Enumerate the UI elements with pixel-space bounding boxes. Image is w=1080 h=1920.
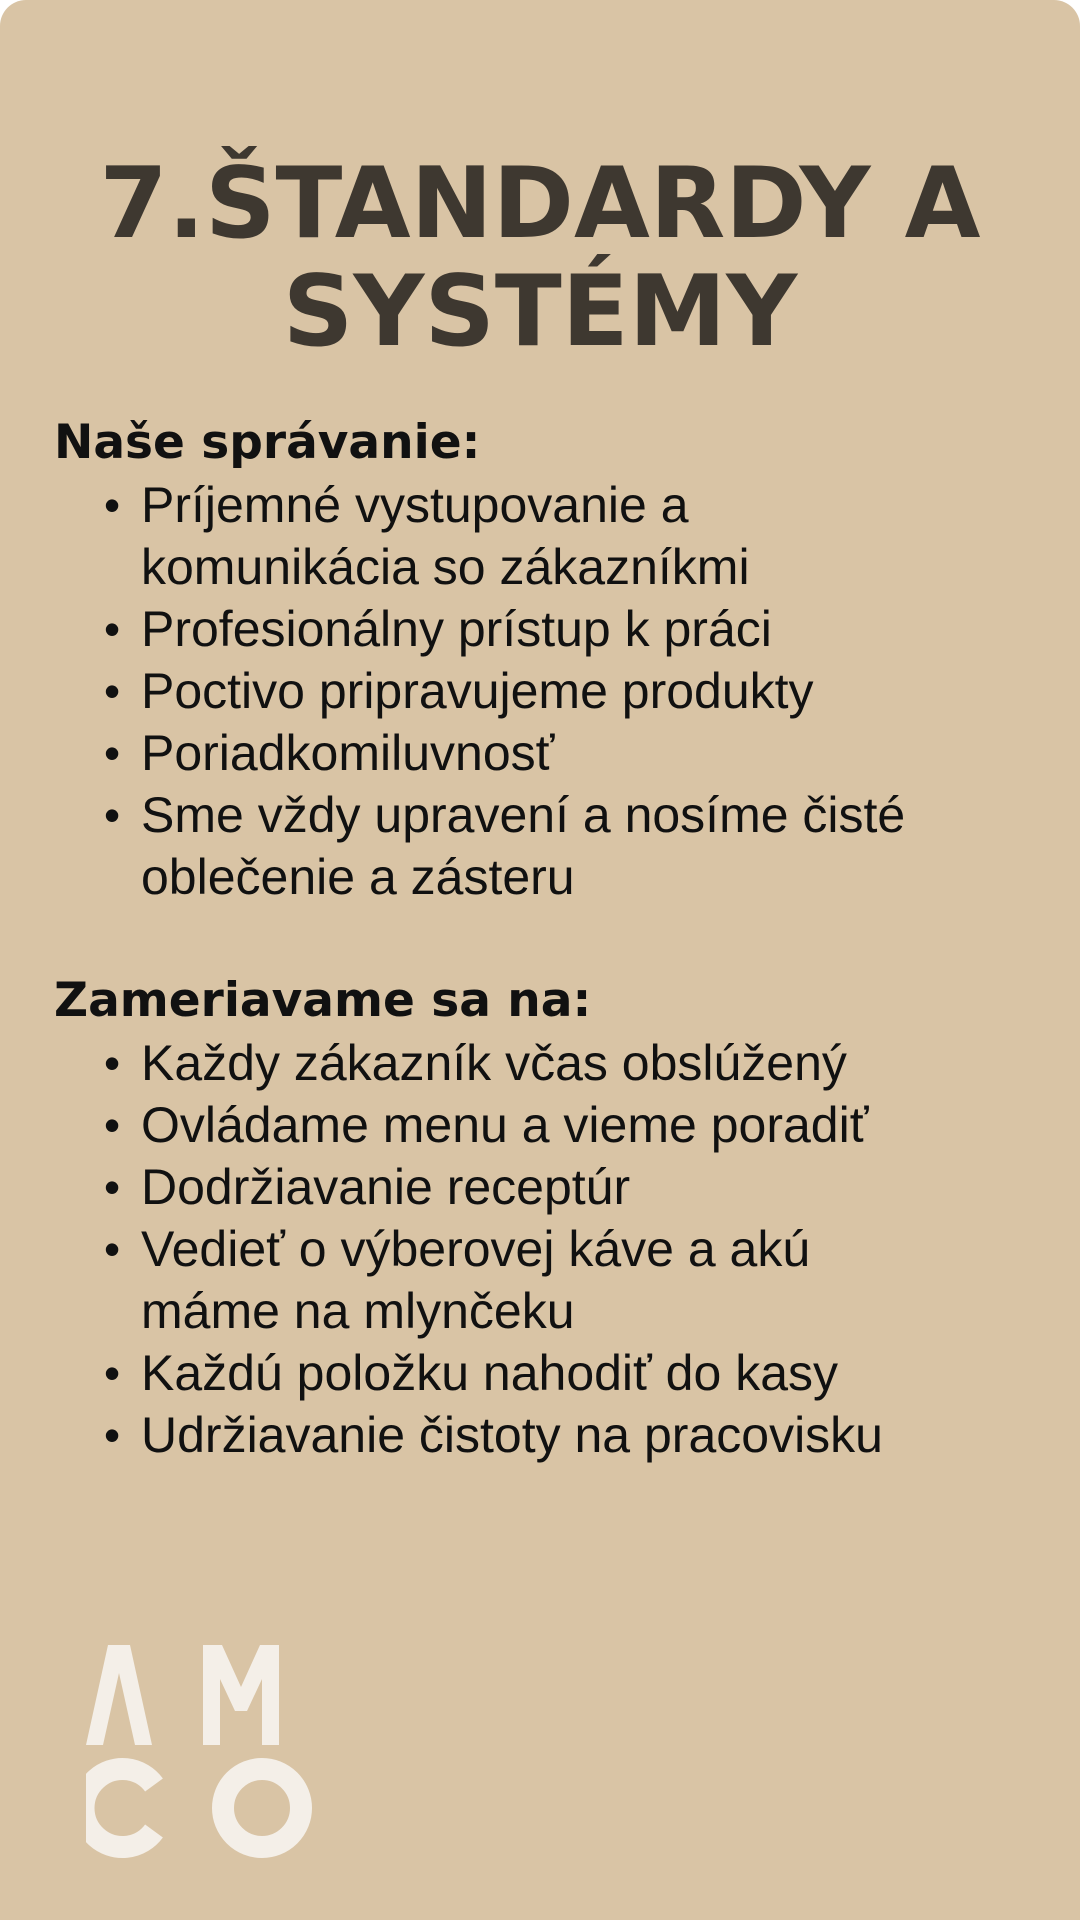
bullet-icon: • — [104, 1099, 121, 1151]
bullet-icon: • — [104, 1409, 121, 1461]
title-line-1: 7.ŠTANDARDY A — [99, 147, 981, 261]
list-item-text: Vedieť o výberovej káve a akú — [141, 1221, 811, 1277]
list-item-text: Profesionálny prístup k práci — [141, 601, 772, 657]
list-item — [54, 1404, 1054, 1466]
list-item — [54, 1218, 1054, 1280]
bullet-icon: • — [104, 727, 121, 779]
bullet-icon: • — [104, 1223, 121, 1275]
list-item — [54, 784, 1054, 846]
list-item-text: máme na mlynčeku — [141, 1283, 575, 1339]
list-item — [54, 474, 1054, 536]
list-item-text: Udržiavanie čistoty na pracovisku — [141, 1407, 883, 1463]
list-item-text: Poctivo pripravujeme produkty — [141, 663, 814, 719]
list-item-text: Dodržiavanie receptúr — [141, 1159, 631, 1215]
list-item — [54, 722, 1054, 784]
bullet-icon: • — [104, 1347, 121, 1399]
list-item — [54, 1156, 1054, 1218]
list-item-continuation — [54, 846, 1054, 908]
bullet-icon: • — [104, 603, 121, 655]
list-item — [54, 1032, 1054, 1094]
list-item — [54, 660, 1054, 722]
bullet-icon: • — [104, 479, 121, 531]
list-item-continuation — [54, 536, 1054, 598]
bullet-icon: • — [104, 665, 121, 717]
list-item — [54, 1094, 1054, 1156]
title-line-2: SYSTÉMY — [282, 255, 798, 369]
list-item-text: Príjemné vystupovanie a — [141, 477, 689, 533]
list-item-continuation — [54, 1280, 1054, 1342]
list-item-text: komunikácia so zákazníkmi — [141, 539, 750, 595]
section-heading: Zameriavame sa na: — [54, 973, 592, 1028]
bullet-icon: • — [104, 1161, 121, 1213]
bullet-list — [54, 1032, 1054, 1466]
page-title — [0, 147, 1080, 369]
list-item — [54, 1342, 1054, 1404]
list-item-text: Každy zákazník včas obslúžený — [141, 1035, 847, 1091]
list-item-text: oblečenie a zásteru — [141, 849, 575, 905]
amco-logo-icon — [86, 1645, 312, 1861]
list-item-text: Sme vždy upravení a nosíme čisté — [141, 787, 906, 843]
list-item-text: Každú položku nahodiť do kasy — [141, 1345, 838, 1401]
list-item-text: Ovládame menu a vieme poradiť — [141, 1097, 869, 1153]
bullet-icon: • — [104, 1037, 121, 1089]
section-heading: Naše správanie: — [54, 415, 481, 470]
section-our-behavior — [54, 412, 1054, 908]
bullet-list — [54, 474, 1054, 908]
bullet-icon: • — [104, 789, 121, 841]
list-item-text: Poriadkomiluvnosť — [141, 725, 555, 781]
section-focus-areas — [54, 970, 1054, 1466]
list-item — [54, 598, 1054, 660]
